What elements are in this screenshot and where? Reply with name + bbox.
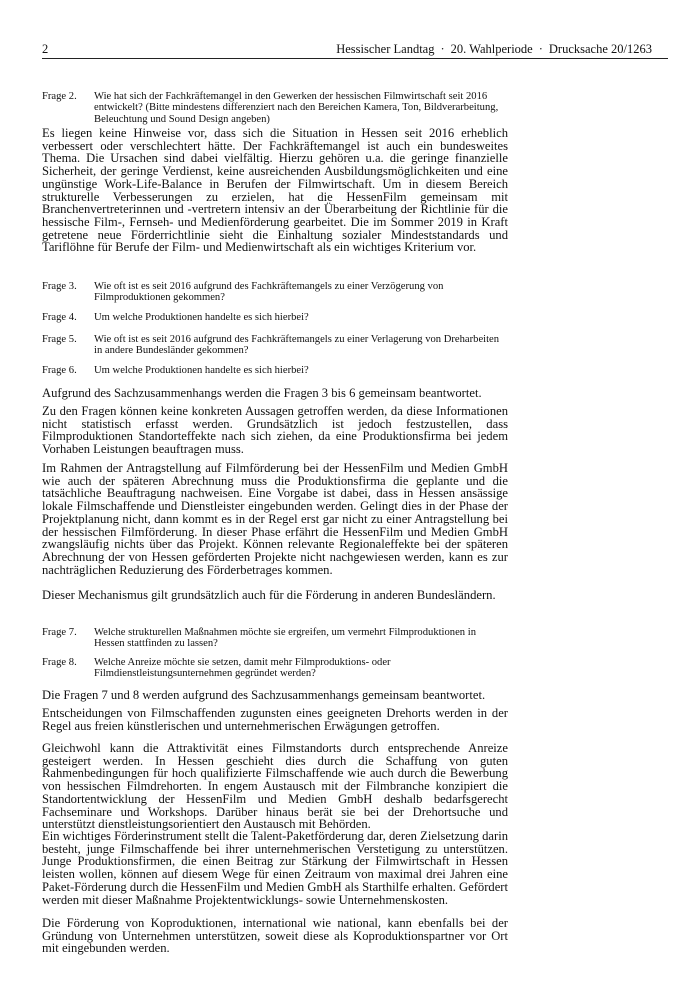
answer-paragraph: Es liegen keine Hinweise vor, dass sich die Situation in Hessen seit 2016 erheblich verbessert oder verschlechtert hätte. Der Fachkräftemangel ist auch ein bundesweites Thema. Die Ursachen sind dabei vielfältig. Hierzu gehören u.a. die geringe finanzielle Sicherheit, der geringe Verdienst, keine ausreichenden Ausbildungsmöglichkeiten und eine ungünstige Work-Life-Balance in Berufen der Filmwirtschaft. Um in diesem Bereich strukturelle Verbesserungen zu erzielen, hat die HessenFilm gemeinsam mit Branchenvertreterinnen und -vertretern intensiv an der Überarbeitung der Richtlinie für die hessische Film-, Fernseh- und Medienförderung gearbeitet. Die im Sommer 2019 in Kraft getretene neue Förderrichtlinie sieht die Einhaltung sozialer Mindeststandards und Tariflöhne für Berufe der Film- und Medienwirtschaft als ein wichtiges Kriterium vor. xyxy=(42,126,508,255)
answer-paragraph: Die Fragen 7 und 8 werden aufgrund des Sachzusammenhangs gemeinsam beantwortet. xyxy=(42,688,486,702)
page-number: 2 xyxy=(42,42,49,56)
answer-paragraph: Die Förderung von Koproduktionen, international wie national, kann ebenfalls bei der Gründung von Unternehmen unterstützen, soweit diese als Koproduktionspartner vor Ort mit eingebunden werden. xyxy=(42,916,508,956)
header-info xyxy=(336,42,652,56)
header-separator: · xyxy=(440,42,445,56)
answer-paragraph: Im Rahmen der Antragstellung auf Filmförderung bei der HessenFilm und Medien GmbH wie auch der späteren Abrechnung muss die Produktionsfirma die geplante und die tatsächliche Beauftragung nachweisen. Eine Vorgabe ist dabei, dass in Hessen ansässige lokale Filmschaffende und Dienstleister eingebunden werden. Gelingt dies in der Phase der Projektplanung nicht, dann kommt es in der Regel erst gar nicht zu einer Antragstellung bei der hessischen Filmförderung. In dieser Phase erfährt die HessenFilm und Medien GmbH zwangsläufig nichts über das Projekt. Können relevante Regionaleffekte bei der späteren Abrechnung der von Hessen geförderten Projekte nicht nachgewiesen werden, kann es zur nachträglichen Reduzierung des Förderbetrages kommen. xyxy=(42,461,508,577)
question-label: Frage 7. xyxy=(42,627,77,638)
answer-paragraph: Aufgrund des Sachzusammenhangs werden die Fragen 3 bis 6 gemeinsam beantwortet. xyxy=(42,386,482,400)
answer-paragraph: Dieser Mechanismus gilt grundsätzlich auch für die Förderung in anderen Bundesländern. xyxy=(42,588,496,602)
question-text: Wie oft ist es seit 2016 aufgrund des Fachkräftemangels zu einer Verlagerung von Dreharbeiten in andere Bundesländer gekommen? xyxy=(94,334,500,357)
question-label: Frage 3. xyxy=(42,281,77,292)
question-3 xyxy=(42,281,508,304)
header-separator: · xyxy=(538,42,543,56)
question-label: Frage 8. xyxy=(42,657,77,668)
question-7 xyxy=(42,627,508,650)
question-label: Frage 4. xyxy=(42,312,77,323)
question-text: Welche Anreize möchte sie setzen, damit mehr Filmproduktions- oder Filmdienstleistungsunternehmen gegründet werden? xyxy=(94,657,391,680)
question-label: Frage 6. xyxy=(42,365,77,376)
answer-paragraph: Ein wichtiges Förderinstrument stellt die Talent-Paketförderung dar, deren Zielsetzung darin besteht, junge Filmschaffende bei ihrer unternehmerischen Verstetigung zu unterstützen. Junge Produktionsfirmen, die einen Beitrag zur Stärkung der Filmwirtschaft in Hessen leisten wollen, können auf diesem Wege für einen Zeitraum von maximal drei Jahren eine Paket-Förderung durch die HessenFilm und Medien GmbH als Starthilfe erhalten. Gefördert werden mit dieser Maßnahme Projektentwicklungs- sowie Unternehmenskosten. xyxy=(42,829,508,907)
question-8 xyxy=(42,657,508,680)
question-text: Wie hat sich der Fachkräftemangel in den Gewerken der hessischen Filmwirtschaft seit 2016 entwickelt? (Bitte mindestens differenziert nach den Bereichen Kamera, Ton, Bildverarbeitung, Beleuchtung und Sound Design angeben) xyxy=(94,91,499,125)
question-label: Frage 5. xyxy=(42,334,77,345)
answer-paragraph: Entscheidungen von Filmschaffenden zugunsten eines geeigneten Drehorts werden in der Regel aus freien künstlerischen und unternehmerischen Erwägungen getroffen. xyxy=(42,706,508,733)
document-number: Drucksache 20/1263 xyxy=(548,42,652,56)
parliament-name: Hessischer Landtag xyxy=(336,42,435,56)
question-label: Frage 2. xyxy=(42,91,77,102)
question-text: Um welche Produktionen handelte es sich hierbei? xyxy=(94,365,309,376)
question-5 xyxy=(42,334,508,357)
header-rule xyxy=(42,58,668,59)
question-4 xyxy=(42,312,508,323)
legislative-period: 20. Wahlperiode xyxy=(450,42,533,56)
answer-paragraph: Zu den Fragen können keine konkreten Aussagen getroffen werden, da diese Informationen nicht statistisch erfasst werden. Grundsätzlich ist jedoch festzustellen, dass Filmproduktionen Standorteffekte nach sich ziehen, da eine Produktionsfirma bei jedem Vorhaben Leistungen beauftragen muss. xyxy=(42,404,508,457)
question-text: Welche strukturellen Maßnahmen möchte sie ergreifen, um vermehrt Filmproduktionen in Hessen stattfinden zu lassen? xyxy=(94,627,476,650)
question-text: Wie oft ist es seit 2016 aufgrund des Fachkräftemangels zu einer Verzögerung von Filmproduktionen gekommen? xyxy=(94,281,444,304)
question-text: Um welche Produktionen handelte es sich hierbei? xyxy=(94,312,309,323)
question-2 xyxy=(42,91,508,125)
question-6 xyxy=(42,365,508,376)
answer-paragraph: Gleichwohl kann die Attraktivität eines Filmstandorts durch entsprechende Anreize gesteigert werden. In Hessen geschieht dies durch die Schaffung von guten Rahmenbedingungen für hoch qualifizierte Filmschaffende wie auch durch die Bewerbung von hessischen Filmdrehorten. In engem Austausch mit der Filmbranche konzipiert die Standortentwicklung der HessenFilm und Medien GmbH deshalb bedarfsgerecht Fachseminare und Workshops. Darüber hinaus berät sie bei der Drehortsuche und unterstützt dienstleistungsorientiert den Austausch mit Behörden. xyxy=(42,741,508,832)
